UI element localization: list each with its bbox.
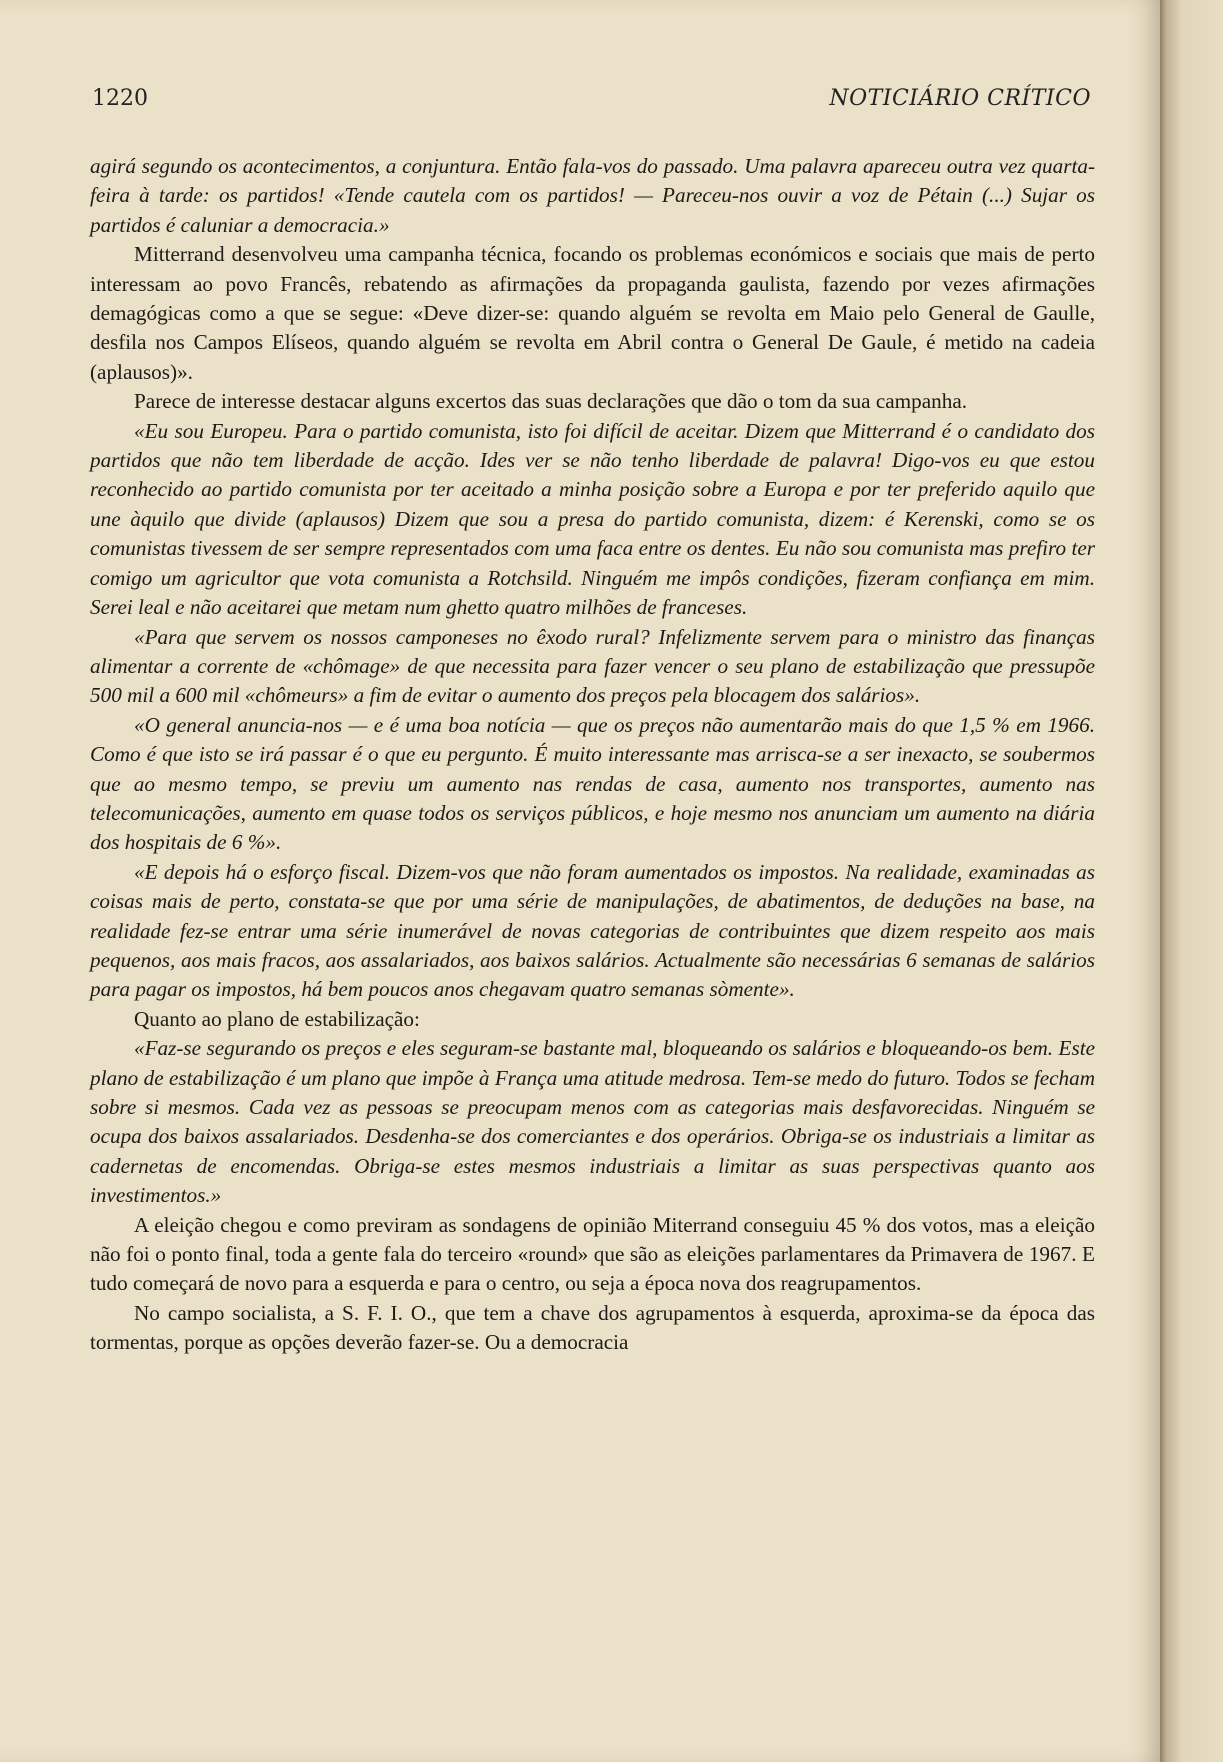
quote-paragraph: «Para que servem os nossos camponeses no êxodo rural? Infelizmente servem para o ministro das finanças alimentar a corrente de «chômage» de que necessita para fazer vencer o seu plano de estabilização que pressupõe 500 mil a 600 mil «chômeurs» a fim de evitar o aumento dos preços pela blocagem dos salários». bbox=[90, 624, 1095, 708]
quote-paragraph: «Eu sou Europeu. Para o partido comunista, isto foi difícil de aceitar. Dizem que Mitterrand é o candidato dos partidos que não tem liberdade de acção. Ides ver se não tenho liberdade de palavra! Digo-vos eu que estou reconhecido ao partido comunista por ter aceitado a minha posição sobre a Europa e por ter preferido aquilo que une àquilo que divide (aplausos) Dizem que sou a presa do partido comunista, dizem: é Kerenski, como se os comunistas tivessem de ser sempre representados com uma faca entre os dentes. Eu não sou comunista mas prefiro ter comigo um agricultor que vota comunista a Rotchsild. Ninguém me impôs condições, fizeram confiança em mim. Serei leal e não aceitarei que metam num ghetto quatro milhões de franceses. bbox=[90, 418, 1095, 620]
page-number: 1220 bbox=[92, 86, 148, 111]
paragraph: No campo socialista, a S. F. I. O., que tem a chave dos agrupamentos à esquerda, aproxima-se da época das tormentas, porque as opções deverão fazer-se. Ou a democracia bbox=[90, 1300, 1095, 1355]
running-title: NOTICIÁRIO CRÍTICO bbox=[829, 86, 1091, 111]
quote-paragraph: «E depois há o esforço fiscal. Dizem-vos que não foram aumentados os impostos. Na realidade, examinadas as coisas mais de perto, constata-se que por uma série de manipulações, de abatimentos, de deduções na base, na realidade fez-se entrar uma série inumerável de novas categorias de contribuintes que dizem respeito aos mais pequenos, aos mais fracos, aos assalariados, aos baixos salários. Actualmente são necessárias 6 semanas de salários para pagar os impostos, há bem poucos anos chegavam quatro semanas sòmente». bbox=[90, 859, 1095, 1002]
book-spine-shadow bbox=[1160, 0, 1223, 1762]
paragraph: Quanto ao plano de estabilização: bbox=[134, 1006, 420, 1031]
paragraph: Parece de interesse destacar alguns excertos das suas declarações que dão o tom da sua campanha. bbox=[134, 389, 968, 414]
body-text bbox=[90, 152, 1095, 1358]
page-header bbox=[92, 86, 1091, 118]
quote-paragraph: «O general anuncia-nos — e é uma boa notícia — que os preços não aumentarão mais do que 1,5 % em 1966. Como é que isto se irá passar é o que eu pergunto. É muito interessante mas arrisca-se a ser inexacto, se soubermos que ao mesmo tempo, se previu um aumento nas rendas de casa, aumento nos transportes, aumento nas telecomunicações, aumento em quase todos os serviços públicos, e hoje mesmo nos anunciam um aumento na diária dos hospitais de 6 %». bbox=[90, 712, 1095, 855]
paragraph: Mitterrand desenvolveu uma campanha técnica, focando os problemas económicos e sociais que mais de perto interessam ao povo Francês, rebatendo as afirmações da propaganda gaulista, fazendo por vezes afirmações demagógicas como a que se segue: «Deve dizer-se: quando alguém se revolta em Maio pelo General de Gaulle, desfila nos Campos Elíseos, quando alguém se revolta em Abril contra o General De Gaule, é metido na cadeia (aplausos)». bbox=[90, 242, 1095, 384]
quote-paragraph: «Faz-se segurando os preços e eles seguram-se bastante mal, bloqueando os salários e bloqueando-os bem. Este plano de estabilização é um plano que impõe à França uma atitude medrosa. Tem-se medo do futuro. Todos se fecham sobre si mesmos. Cada vez as pessoas se preocupam menos com as categorias mais desfavorecidas. Ninguém se ocupa dos baixos assalariados. Desdenha-se dos comerciantes e dos operários. Obriga-se os industriais a limitar as cadernetas de encomendas. Obriga-se estes mesmos industriais a limitar as suas perspectivas quanto aos investimentos.» bbox=[90, 1036, 1095, 1208]
paragraph: A eleição chegou e como previram as sondagens de opinião Miterrand conseguiu 45 % dos votos, mas a eleição não foi o ponto final, toda a gente fala do terceiro «round» que são as eleições parlamentares da Primavera de 1967. E tudo começará de novo para a esquerda e para o centro, ou seja a época nova dos reagrupamentos. bbox=[90, 1212, 1095, 1296]
paragraph: agirá segundo os acontecimentos, a conjuntura. Então fala-vos do passado. Uma palavra apareceu outra vez quarta-feira à tarde: os partidos! «Tende cautela com os partidos! — Pareceu-nos ouvir a voz de Pétain (...) Sujar os partidos é caluniar a democracia.» bbox=[90, 154, 1095, 237]
